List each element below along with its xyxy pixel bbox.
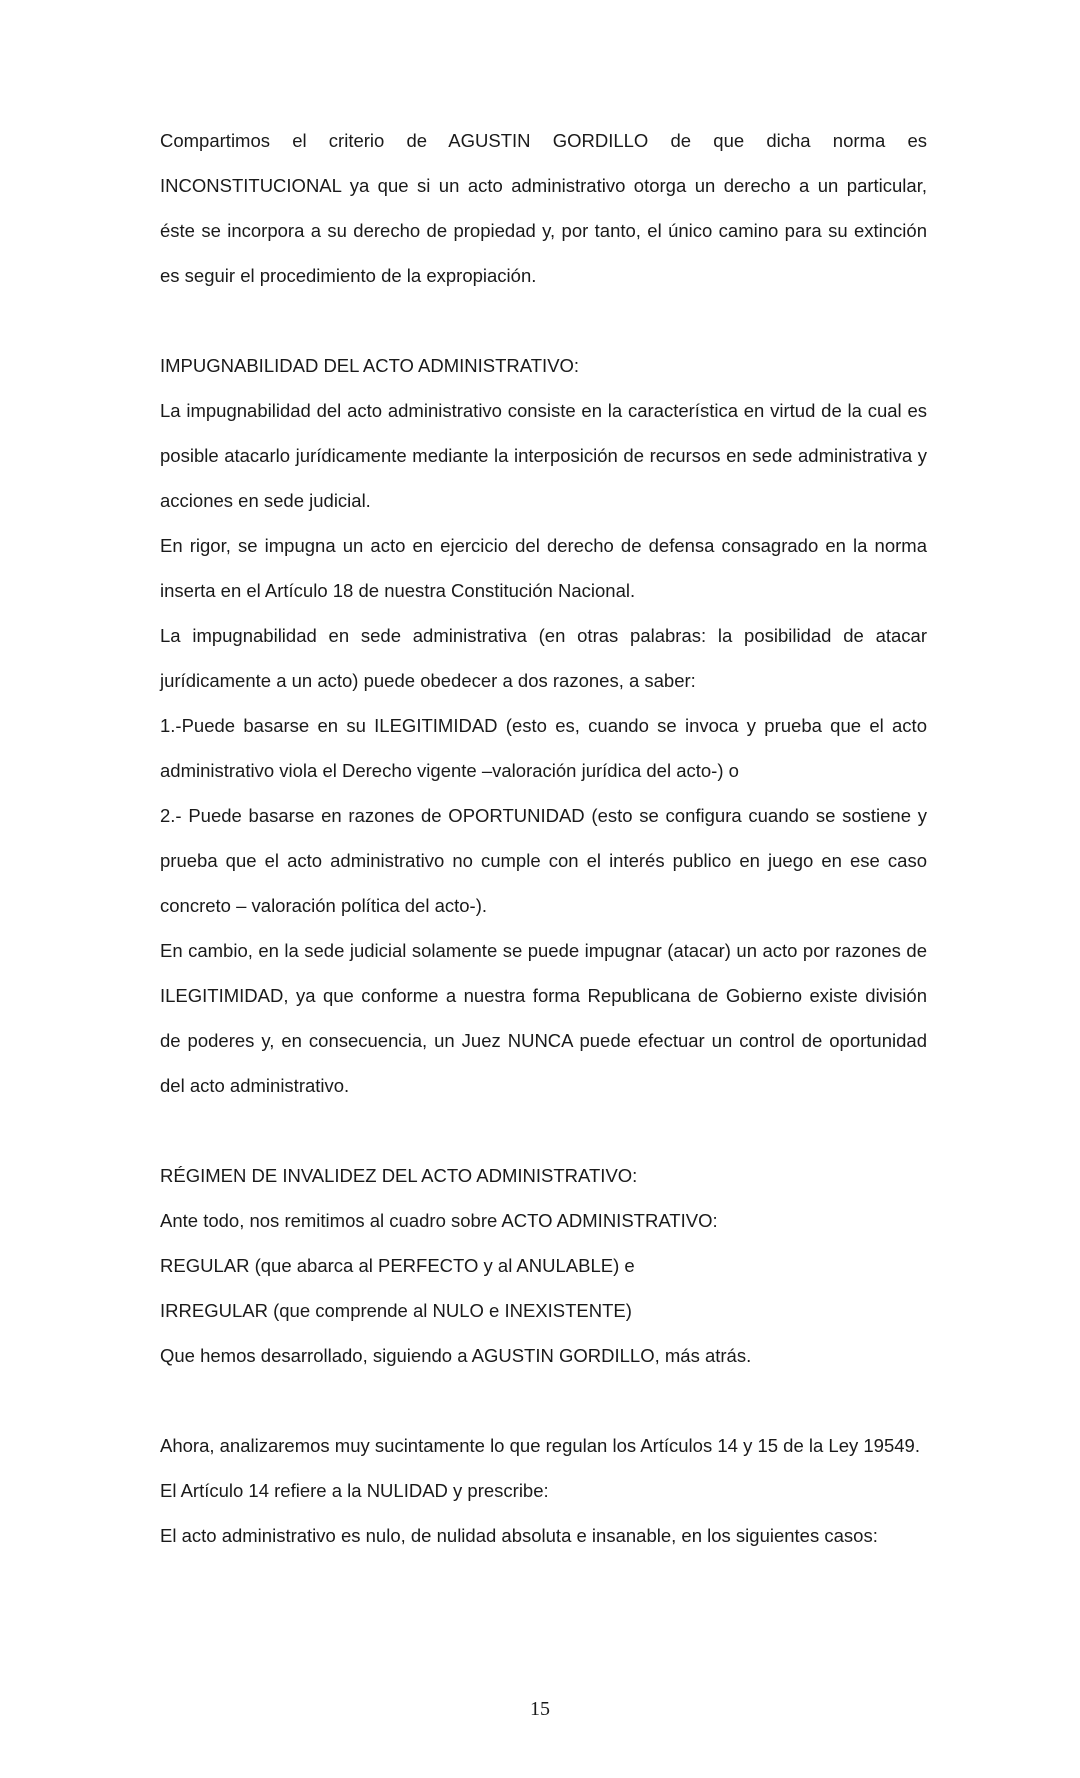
- paragraph-right-of-defense: En rigor, se impugna un acto en ejercicio del derecho de defensa consagrado en la norma inserta en el Artículo 18 de nuestra Constitución Nacional.: [160, 535, 927, 601]
- paragraph-articles-14-15: Ahora, analizaremos muy sucintamente lo que regulan los Artículos 14 y 15 de la Ley 19549.: [160, 1435, 920, 1456]
- page-body: [160, 118, 927, 1558]
- paragraph-gap: [160, 298, 927, 343]
- paragraph-reference-chart: Ante todo, nos remitimos al cuadro sobre ACTO ADMINISTRATIVO:: [160, 1210, 718, 1231]
- paragraph-illegitimacy: 1.-Puede basarse en su ILEGITIMIDAD (esto es, cuando se invoca y prueba que el acto administrativo viola el Derecho vigente –valoración jurídica del acto-) o: [160, 715, 927, 781]
- paragraph-null-cases: El acto administrativo es nulo, de nulidad absoluta e insanable, en los siguientes casos:: [160, 1525, 878, 1546]
- paragraph-judicial-review: En cambio, en la sede judicial solamente se puede impugnar (atacar) un acto por razones de ILEGITIMIDAD, ya que conforme a nuestra forma Republicana de Gobierno existe división de poderes y, en consecuencia, un Juez NUNCA puede efectuar un control de oportunidad del acto administrativo.: [160, 940, 927, 1096]
- paragraph-irregular: IRREGULAR (que comprende al NULO e INEXISTENTE): [160, 1300, 632, 1321]
- paragraph-developed-earlier: Que hemos desarrollado, siguiendo a AGUSTIN GORDILLO, más atrás.: [160, 1345, 752, 1366]
- paragraph-regular: REGULAR (que abarca al PERFECTO y al ANULABLE) e: [160, 1255, 635, 1276]
- section-heading-invalidez: RÉGIMEN DE INVALIDEZ DEL ACTO ADMINISTRATIVO:: [160, 1165, 638, 1186]
- section-heading-impugnabilidad: IMPUGNABILIDAD DEL ACTO ADMINISTRATIVO:: [160, 355, 580, 376]
- paragraph-article-14-nullity: El Artículo 14 refiere a la NULIDAD y prescribe:: [160, 1480, 549, 1501]
- paragraph-two-reasons: La impugnabilidad en sede administrativa (en otras palabras: la posibilidad de atacar jurídicamente a un acto) puede obedecer a dos razones, a saber:: [160, 625, 927, 691]
- paragraph-gap: [160, 1378, 927, 1423]
- paragraph-gap: [160, 1108, 927, 1153]
- paragraph-gordillo-criterion: Compartimos el criterio de AGUSTIN GORDILLO de que dicha norma es INCONSTITUCIONAL ya que si un acto administrativo otorga un derecho a un particular, éste se incorpora a su derecho de propiedad y, por tanto, el único camino para su extinción es seguir el procedimiento de la expropiación.: [160, 130, 927, 286]
- paragraph-opportunity: 2.- Puede basarse en razones de OPORTUNIDAD (esto se configura cuando se sostiene y prueba que el acto administrativo no cumple con el interés publico en juego en ese caso concreto – valoración política del acto-).: [160, 805, 927, 916]
- page-number: 15: [530, 1698, 550, 1720]
- paragraph-impugnability-definition: La impugnabilidad del acto administrativo consiste en la característica en virtud de la cual es posible atacarlo jurídicamente mediante la interposición de recursos en sede administrativa y acciones en sede judicial.: [160, 400, 927, 511]
